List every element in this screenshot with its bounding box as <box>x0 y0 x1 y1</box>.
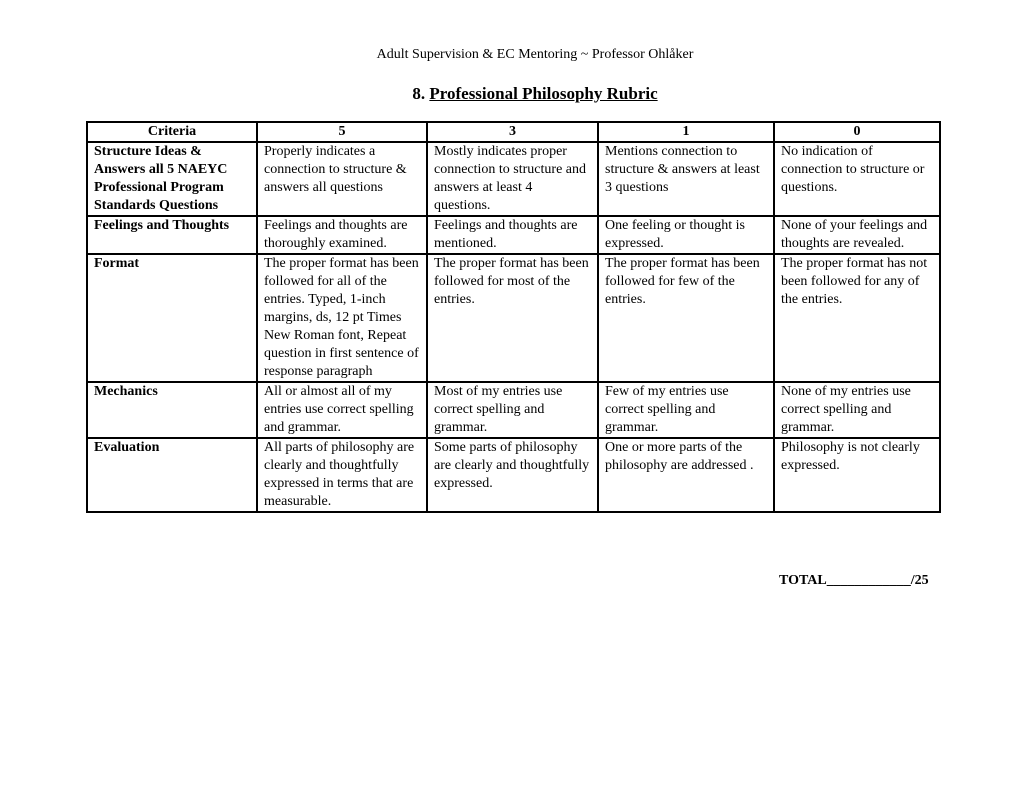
score-0-cell: None of my entries use correct spelling and grammar. <box>774 382 940 438</box>
score-1-cell: One feeling or thought is expressed. <box>598 216 774 254</box>
criterion-cell: Evaluation <box>87 438 257 512</box>
score-1-cell: One or more parts of the philosophy are addressed . <box>598 438 774 512</box>
total-score-line <box>779 572 929 590</box>
criterion-cell: Feelings and Thoughts <box>87 216 257 254</box>
score-5-cell: All parts of philosophy are clearly and thoughtfully expressed in terms that are measurable. <box>257 438 427 512</box>
column-header-score-5: 5 <box>257 122 427 142</box>
column-header-score-1: 1 <box>598 122 774 142</box>
score-1-cell: Mentions connection to structure & answers at least 3 questions <box>598 142 774 216</box>
score-0-cell: No indication of connection to structure or questions. <box>774 142 940 216</box>
page-title-number: 8. <box>412 84 426 103</box>
total-label: TOTAL <box>779 573 827 588</box>
column-header-criteria: Criteria <box>87 122 257 142</box>
score-0-cell: Philosophy is not clearly expressed. <box>774 438 940 512</box>
criterion-cell: Mechanics <box>87 382 257 438</box>
page-title-text: Professional Philosophy Rubric <box>429 84 658 103</box>
course-title: Adult Supervision & EC Mentoring ~ Professor Ohlåker <box>376 47 694 62</box>
table-row <box>87 254 940 382</box>
table-row <box>87 382 940 438</box>
score-3-cell: Feelings and thoughts are mentioned. <box>427 216 598 254</box>
score-1-cell: The proper format has been followed for few of the entries. <box>598 254 774 382</box>
score-3-cell: Mostly indicates proper connection to structure and answers at least 4 questions. <box>427 142 598 216</box>
total-blank: ____________ <box>826 573 911 588</box>
table-row <box>87 216 940 254</box>
page-title <box>0 83 1023 105</box>
table-row <box>87 438 940 512</box>
score-5-cell: The proper format has been followed for all of the entries. Typed, 1-inch margins, ds, 12 pt Times New Roman font, Repeat question in first sentence of response paragraph <box>257 254 427 382</box>
table-row <box>87 142 940 216</box>
score-5-cell: All or almost all of my entries use correct spelling and grammar. <box>257 382 427 438</box>
score-3-cell: Some parts of philosophy are clearly and thoughtfully expressed. <box>427 438 598 512</box>
score-1-cell: Few of my entries use correct spelling and grammar. <box>598 382 774 438</box>
score-0-cell: The proper format has not been followed for any of the entries. <box>774 254 940 382</box>
score-5-cell: Feelings and thoughts are thoroughly examined. <box>257 216 427 254</box>
score-3-cell: Most of my entries use correct spelling and grammar. <box>427 382 598 438</box>
total-max: /25 <box>910 573 929 588</box>
rubric-table <box>86 121 941 513</box>
rubric-header-row <box>87 122 940 142</box>
criterion-cell: Format <box>87 254 257 382</box>
column-header-score-3: 3 <box>427 122 598 142</box>
criterion-cell: Structure Ideas & Answers all 5 NAEYC Professional Program Standards Questions <box>87 142 257 216</box>
score-0-cell: None of your feelings and thoughts are revealed. <box>774 216 940 254</box>
score-3-cell: The proper format has been followed for most of the entries. <box>427 254 598 382</box>
column-header-score-0: 0 <box>774 122 940 142</box>
score-5-cell: Properly indicates a connection to structure & answers all questions <box>257 142 427 216</box>
